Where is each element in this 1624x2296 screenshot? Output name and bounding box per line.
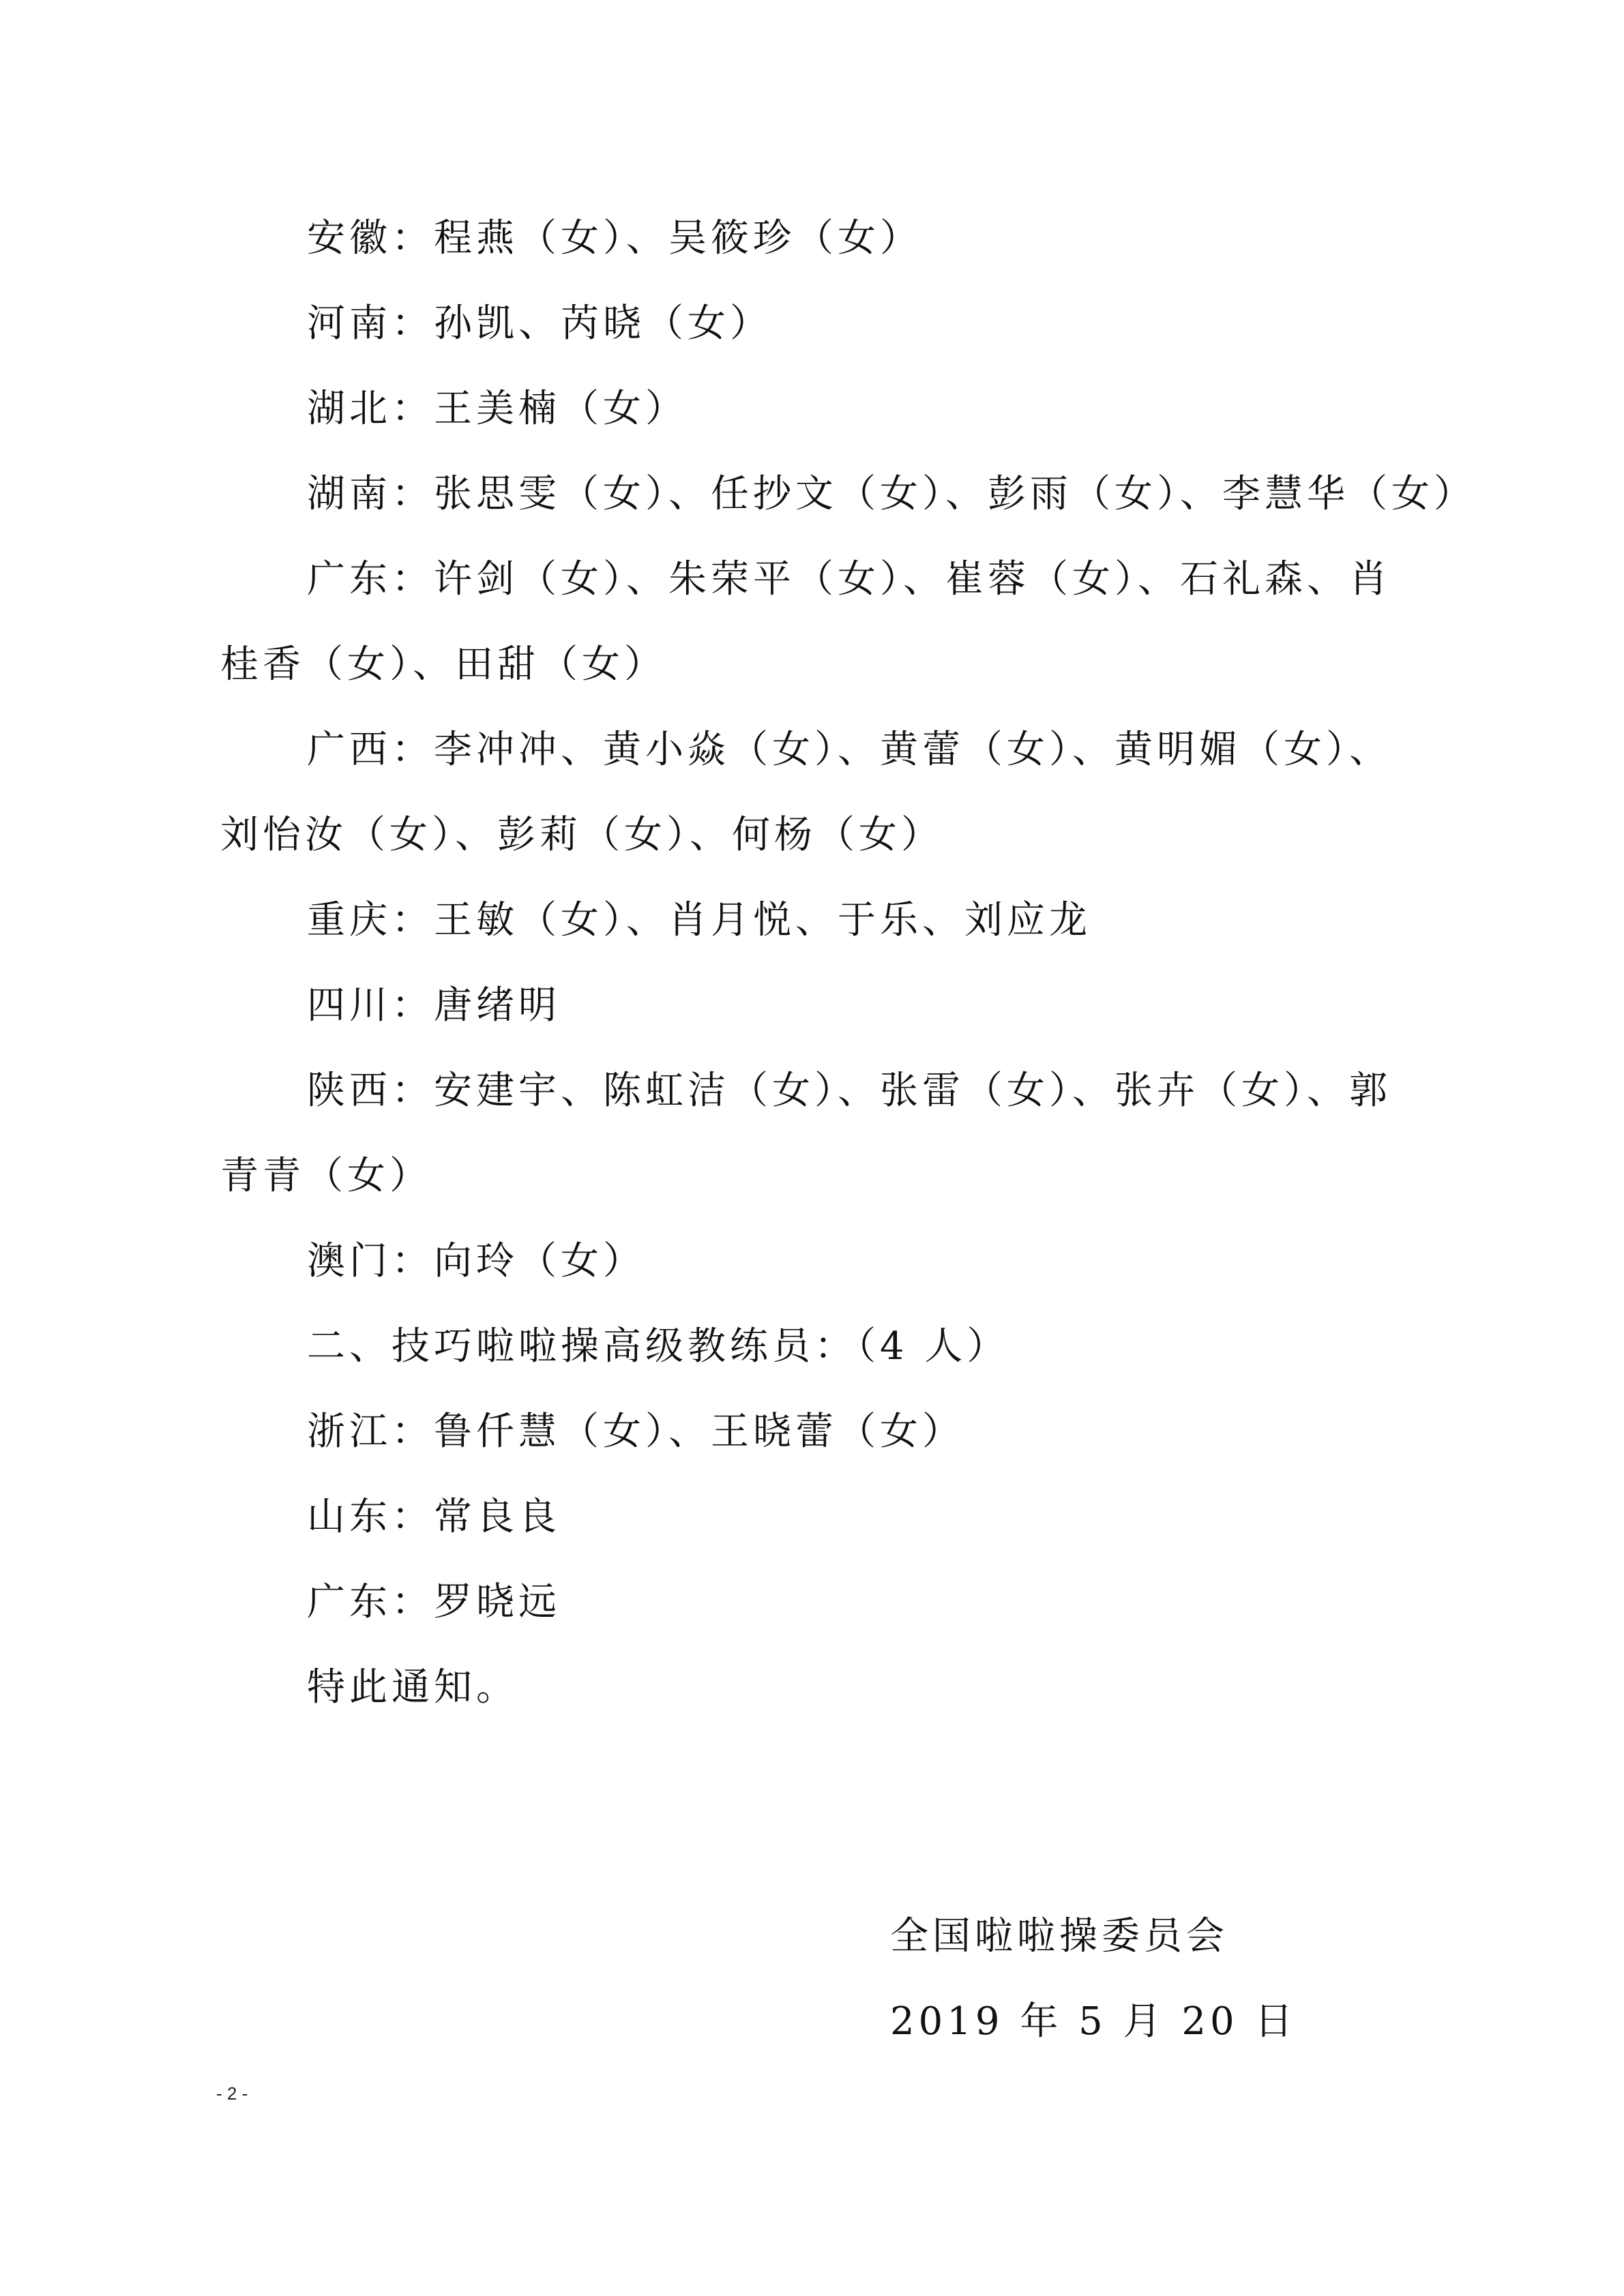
text-line-guangxi-2: 刘怡汝（女）、彭莉（女）、何杨（女） bbox=[220, 813, 943, 857]
text-line-guangxi-1: 广西：李冲冲、黄小焱（女）、黄蕾（女）、黄明媚（女）、 bbox=[307, 728, 1391, 772]
text-line-anhui: 安徽：程燕（女）、吴筱珍（女） bbox=[307, 216, 922, 260]
text-line-shaanxi-1: 陕西：安建宇、陈虹洁（女）、张雷（女）、张卉（女）、郭 bbox=[307, 1069, 1391, 1113]
text-line-shaanxi-2: 青青（女） bbox=[220, 1154, 432, 1198]
page-number: - 2 - bbox=[216, 2083, 248, 2104]
text-line-guangdong-3: 广东：罗晓远 bbox=[307, 1580, 561, 1624]
text-line-guangdong-1: 广东：许剑（女）、朱荣平（女）、崔蓉（女）、石礼森、肖 bbox=[307, 557, 1391, 601]
text-line-zhejiang: 浙江：鲁仟慧（女）、王晓蕾（女） bbox=[307, 1410, 964, 1454]
text-line-henan: 河南：孙凯、芮晓（女） bbox=[307, 301, 772, 346]
text-line-shandong: 山东：常良良 bbox=[307, 1495, 561, 1539]
text-line-hubei: 湖北：王美楠（女） bbox=[307, 387, 688, 431]
signature-organization: 全国啦啦操委员会 bbox=[890, 1914, 1228, 1958]
text-line-sichuan: 四川：唐绪明 bbox=[307, 983, 561, 1028]
text-line-hunan: 湖南：张思雯（女）、任抄文（女）、彭雨（女）、李慧华（女） bbox=[307, 472, 1476, 516]
signature-date: 2019 年 5 月 20 日 bbox=[890, 1999, 1297, 2044]
text-line-chongqing: 重庆：王敏（女）、肖月悦、于乐、刘应龙 bbox=[307, 898, 1091, 942]
section-heading-senior-coaches: 二、技巧啦啦操高级教练员：（4 人） bbox=[307, 1324, 1009, 1369]
text-line-guangdong-2: 桂香（女）、田甜（女） bbox=[220, 642, 666, 687]
text-line-macau: 澳门：向玲（女） bbox=[307, 1239, 645, 1283]
closing-statement: 特此通知。 bbox=[307, 1665, 518, 1710]
